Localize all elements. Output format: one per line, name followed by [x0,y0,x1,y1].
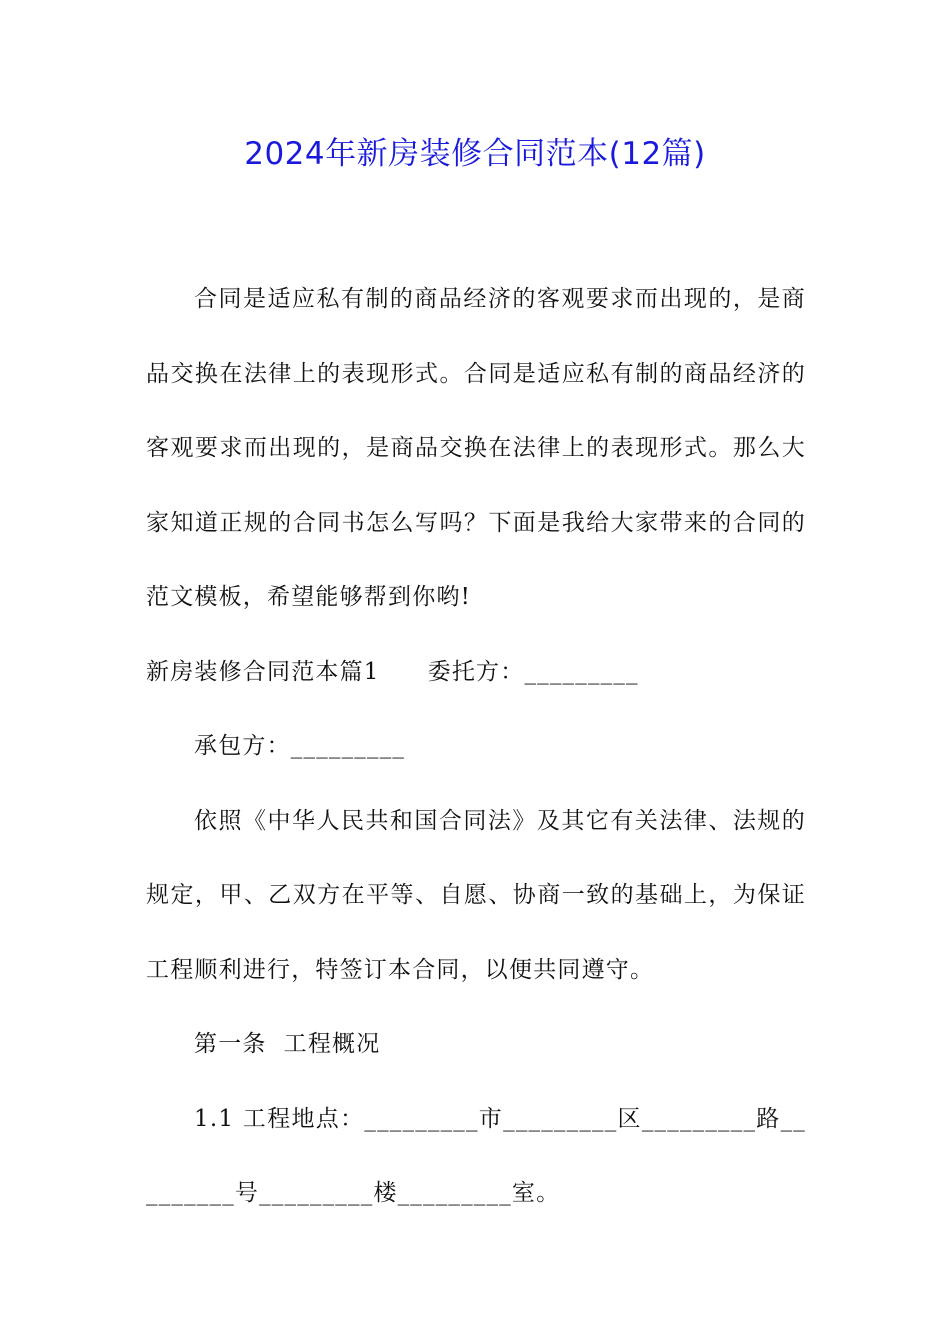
contractor-line: 承包方：_________ [194,733,406,759]
intro-paragraph: 合同是适应私有制的商品经济的客观要求而出现的，是商品交换在法律上的表现形式。合同是适应私有制的商品经济的客观要求而出现的，是商品交换在法律上的表现形式。那么大家知道正规的合同书怎么写吗？下面是我给大家带来的合同的范文模板，希望能够帮到你哟! [146,286,806,610]
basis-paragraph: 依照《中华人民共和国合同法》及其它有关法律、法规的规定，甲、乙双方在平等、自愿、协商一致的基础上，为保证工程顺利进行，特签订本合同，以便共同遵守。 [146,807,806,983]
article-1-heading: 第一条 工程概况 [194,1031,381,1057]
client-label: 委托方：_________ [427,658,639,685]
clause-1-1: 1.1 工程地点：_________市_________区_________路_________号_________楼_________室。 [146,1105,806,1206]
document-title: 2024年新房装修合同范本(12篇) [244,136,706,172]
section-heading-line [146,635,806,710]
document-body [146,262,806,1231]
section-heading: 新房装修合同范本篇1 [146,658,380,685]
